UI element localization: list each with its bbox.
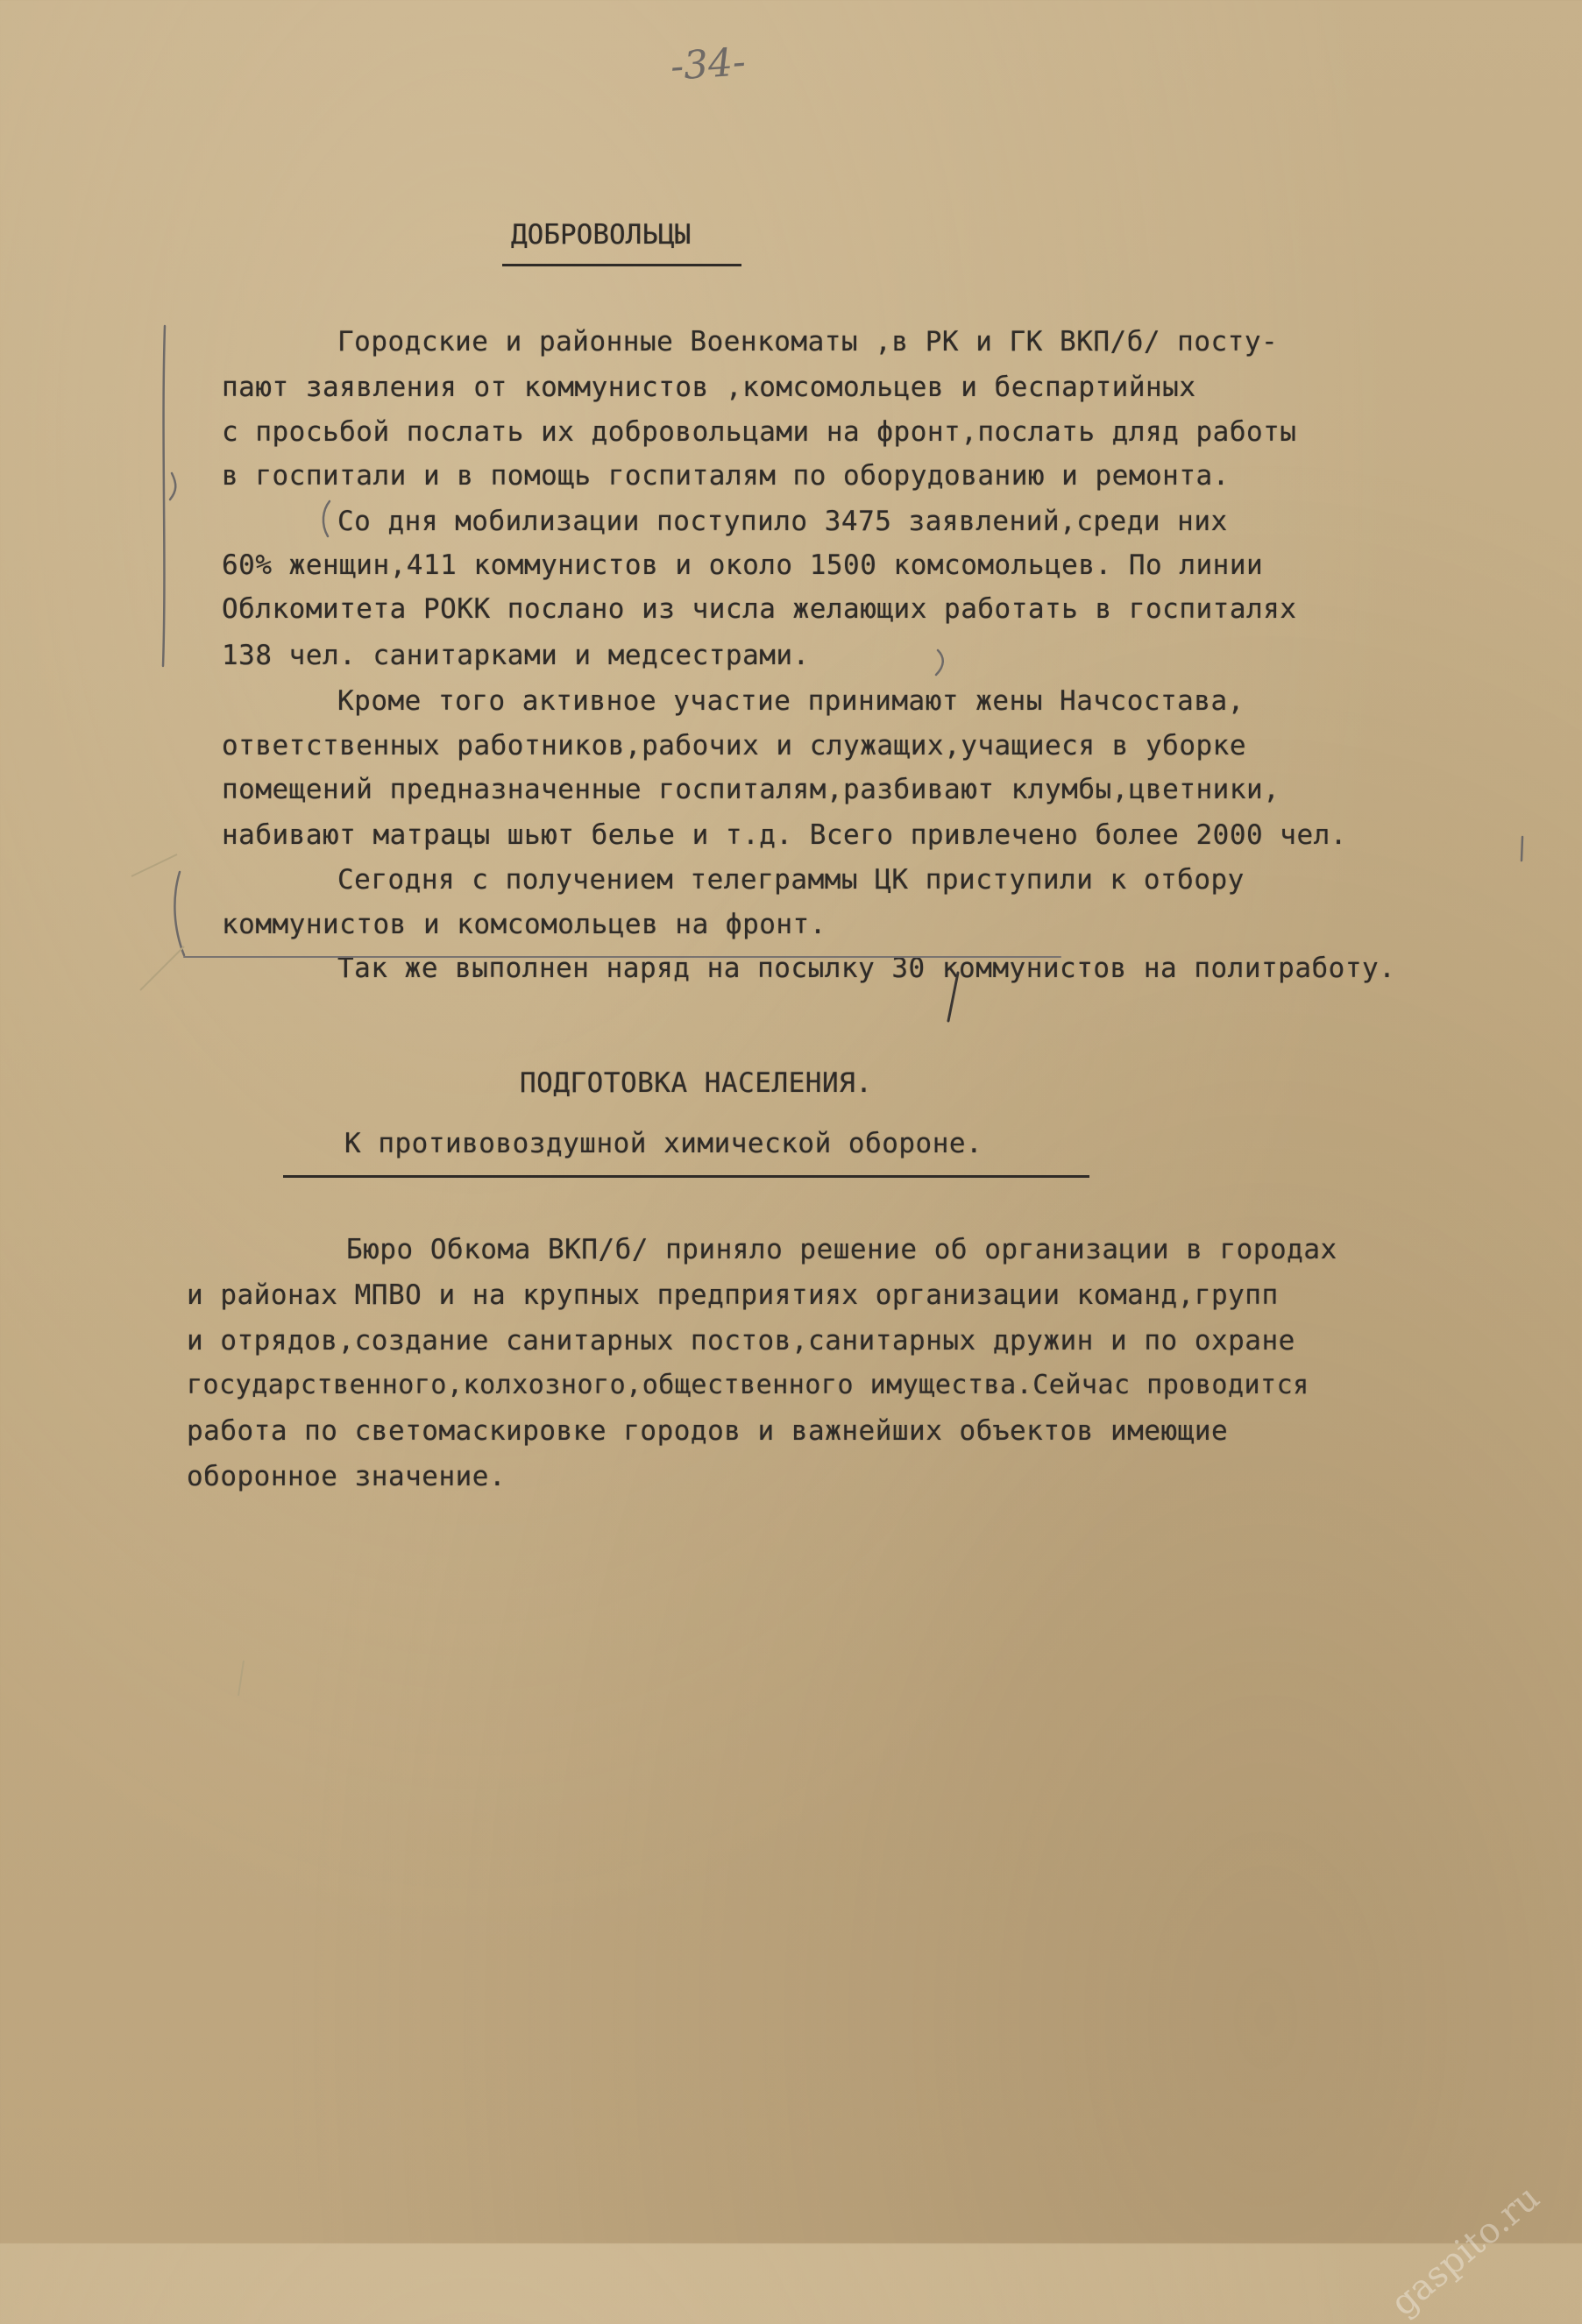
s1-line-1: Городские и районные Военкоматы ,в РК и ГК ВКП/б/ посту- [337,326,1279,358]
section2-subheading: К противовоздушной химической обороне. [344,1128,983,1159]
s1-line-11: помещений предназначенные госпиталям,разбивают клумбы,цветники, [222,774,1280,805]
s1-line-2: пают заявления от коммунистов ,комсомольцев и беспартийных [222,372,1196,403]
s1-line-6: 60% женщин,411 коммунистов и около 1500 комсомольцев. По линии [222,549,1264,581]
section1-heading: ДОБРОВОЛЬЦЫ [511,219,692,251]
s2-line-6: оборонное значение. [187,1461,507,1492]
section2-heading: ПОДГОТОВКА НАСЕЛЕНИЯ. [520,1067,873,1099]
s1-line-4: в госпитали и в помощь госпиталям по оборудованию и ремонта. [222,460,1230,492]
s2-line-2: и районах МПВО и на крупных предприятиях организации команд,групп [187,1279,1279,1311]
page-number: -34- [669,39,748,89]
s1-line-12: набивают матрацы шьют белье и т.д. Всего привлечено более 2000 чел. [222,819,1347,851]
s1-line-10: ответственных работников,рабочих и служащих,учащиеся в уборке [222,730,1246,762]
s2-line-1: Бюро Обкома ВКП/б/ приняло решение об организации в городах [346,1234,1337,1265]
s1-line-14: коммунистов и комсомольцев на фронт. [222,909,826,940]
s1-line-7: Облкомитета РОКК послано из числа желающих работать в госпиталях [222,593,1297,625]
s1-line-5: Со дня мобилизации поступило 3475 заявлений,среди них [337,506,1228,537]
watermark: gaspito.ru [1383,2177,1547,2324]
s1-line-8: 138 чел. санитарками и медсестрами. [222,640,810,671]
s1-line-13: Сегодня с получением телеграммы ЦК приступили к отбору [337,864,1245,896]
s1-line-9: Кроме того активное участие принимают жены Начсостава, [337,685,1245,717]
s1-line-3: с просьбой послать их добровольцами на фронт,послать дляд работы [222,416,1297,448]
s1-line-15: Так же выполнен наряд на посылку 30 коммунистов на политработу. [337,953,1396,984]
s2-line-4: государственного,колхозного,общественного имущества.Сейчас проводится [187,1370,1309,1400]
s2-line-5: работа по светомаскировке городов и важнейших объектов имеющие [187,1415,1229,1447]
s2-line-3: и отрядов,создание санитарных постов,санитарных дружин и по охране [187,1325,1295,1357]
